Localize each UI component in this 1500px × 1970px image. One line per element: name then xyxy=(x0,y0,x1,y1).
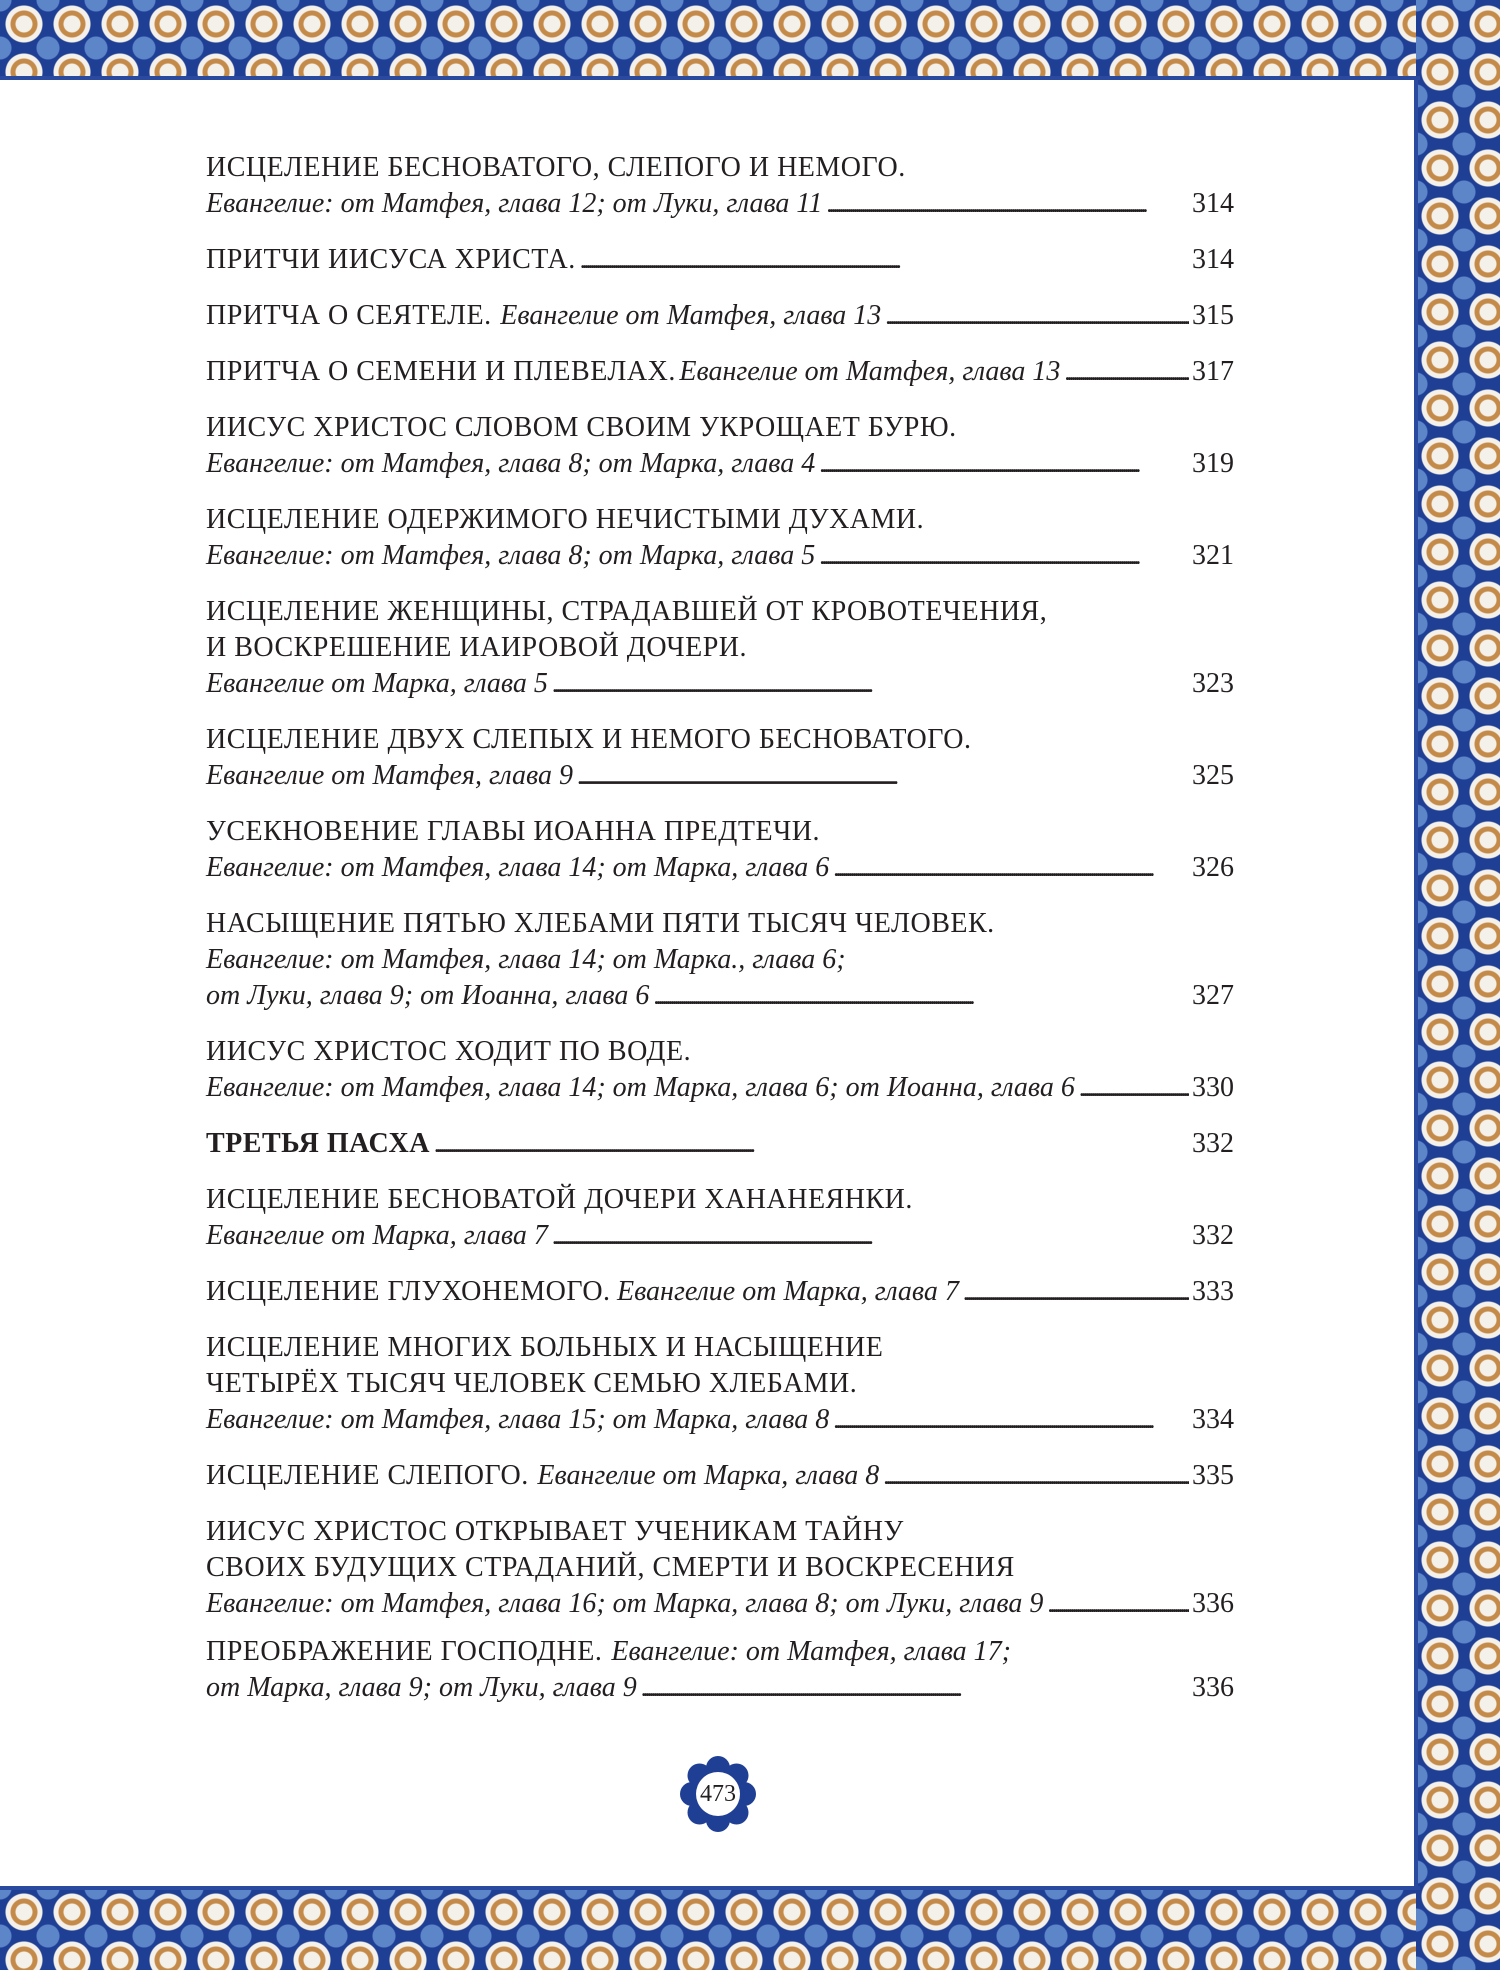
entry-source: Евангелие: от Матфея, глава 16; от Марка, глава 8; от Луки, глава 9 xyxy=(206,1588,1044,1619)
entry-title: ПРИТЧА О СЕМЕНИ И ПЛЕВЕЛАХ. xyxy=(206,356,676,387)
entry-title: ИСЦЕЛЕНИЕ ГЛУХОНЕМОГО. xyxy=(206,1276,611,1307)
toc-entry[interactable] xyxy=(206,1514,1234,1622)
toc-entry[interactable] xyxy=(206,410,1234,482)
leader-dots xyxy=(963,1274,1189,1311)
entry-page: 333 xyxy=(1192,1276,1234,1307)
leader-dots xyxy=(885,298,1189,335)
entry-source: Евангелие от Матфея, глава 13 xyxy=(679,356,1061,387)
entry-page: 336 xyxy=(1192,1672,1234,1703)
leader-dots xyxy=(1079,1070,1189,1107)
toc-entry[interactable] xyxy=(206,906,1234,1014)
entry-title: ИСЦЕЛЕНИЕ БЕСНОВАТОЙ ДОЧЕРИ ХАНАНЕЯНКИ. xyxy=(206,1184,913,1215)
ornamental-border-top xyxy=(0,0,1500,78)
toc-entry[interactable] xyxy=(206,1330,1234,1438)
leader-dots xyxy=(883,1458,1189,1495)
entry-title: ИСЦЕЛЕНИЕ ДВУХ СЛЕПЫХ И НЕМОГО БЕСНОВАТОГО. xyxy=(206,724,972,755)
entry-title: УСЕКНОВЕНИЕ ГЛАВЫ ИОАННА ПРЕДТЕЧИ. xyxy=(206,816,820,847)
leader-dots xyxy=(552,1218,1189,1255)
page-number-badge xyxy=(680,1756,756,1832)
entry-source: Евангелие от Марка, глава 7 xyxy=(616,1276,959,1307)
leader-dots xyxy=(580,242,1189,279)
table-of-contents xyxy=(206,150,1234,1726)
leader-dots xyxy=(552,666,1189,703)
leader-dots xyxy=(833,850,1189,887)
entry-title: ИСЦЕЛЕНИЕ БЕСНОВАТОГО, СЛЕПОГО И НЕМОГО. xyxy=(206,152,906,183)
leader-dots xyxy=(819,538,1189,575)
entry-title: ИИСУС ХРИСТОС СЛОВОМ СВОИМ УКРОЩАЕТ БУРЮ. xyxy=(206,412,957,443)
entry-source: Евангелие: от Матфея, глава 12; от Луки, глава 11 xyxy=(206,188,823,219)
leader-dots xyxy=(1064,354,1189,391)
entry-page: 325 xyxy=(1192,760,1234,791)
entry-page: 317 xyxy=(1192,356,1234,387)
entry-page: 326 xyxy=(1192,852,1234,883)
frame-line-right xyxy=(1414,76,1418,1890)
frame-line-top xyxy=(0,76,1420,80)
entry-source: от Луки, глава 9; от Иоанна, глава 6 xyxy=(206,980,650,1011)
entry-source: Евангелие: от Матфея, глава 15; от Марка, глава 8 xyxy=(206,1404,830,1435)
entry-source: Евангелие: от Матфея, глава 14; от Марка., глава 6; xyxy=(206,944,846,975)
entry-title: ПРЕОБРАЖЕНИЕ ГОСПОДНЕ. xyxy=(206,1636,603,1667)
leader-dots xyxy=(653,978,1189,1015)
entry-page: 314 xyxy=(1192,188,1234,219)
ornamental-border-right xyxy=(1416,0,1500,1970)
page-number: 473 xyxy=(700,1781,736,1807)
toc-entry[interactable] xyxy=(206,150,1234,222)
entry-title: НАСЫЩЕНИЕ ПЯТЬЮ ХЛЕБАМИ ПЯТИ ТЫСЯЧ ЧЕЛОВЕК. xyxy=(206,908,995,939)
entry-page: 323 xyxy=(1192,668,1234,699)
entry-page: 315 xyxy=(1192,300,1234,331)
entry-title: ИСЦЕЛЕНИЕ МНОГИХ БОЛЬНЫХ И НАСЫЩЕНИЕ xyxy=(206,1332,884,1363)
leader-dots xyxy=(819,446,1189,483)
entry-title: ИИСУС ХРИСТОС ОТКРЫВАЕТ УЧЕНИКАМ ТАЙНУ xyxy=(206,1516,904,1547)
toc-entry[interactable] xyxy=(206,814,1234,886)
entry-source: Евангелие: от Матфея, глава 17; xyxy=(611,1636,1011,1667)
entry-page: 335 xyxy=(1192,1460,1234,1491)
entry-page: 330 xyxy=(1192,1072,1234,1103)
entry-source: Евангелие: от Матфея, глава 8; от Марка, глава 4 xyxy=(206,448,816,479)
toc-entry[interactable] xyxy=(206,722,1234,794)
toc-entry[interactable] xyxy=(206,1182,1234,1254)
entry-page: 327 xyxy=(1192,980,1234,1011)
entry-page: 321 xyxy=(1192,540,1234,571)
toc-entry[interactable] xyxy=(206,594,1234,702)
entry-source: Евангелие от Матфея, глава 9 xyxy=(206,760,574,791)
leader-dots xyxy=(833,1402,1189,1439)
toc-entry[interactable] xyxy=(206,354,1234,390)
leader-dots xyxy=(641,1670,1189,1707)
leader-dots xyxy=(434,1126,1189,1163)
toc-entry[interactable] xyxy=(206,1274,1234,1310)
entry-source: от Марка, глава 9; от Луки, глава 9 xyxy=(206,1672,637,1703)
entry-title: ИСЦЕЛЕНИЕ СЛЕПОГО. xyxy=(206,1460,529,1491)
leader-dots xyxy=(826,186,1189,223)
toc-entry[interactable] xyxy=(206,298,1234,334)
toc-entry[interactable] xyxy=(206,1034,1234,1106)
section-title: ТРЕТЬЯ ПАСХА xyxy=(206,1128,430,1159)
frame-line-bottom xyxy=(0,1886,1420,1890)
entry-title: ИСЦЕЛЕНИЕ ОДЕРЖИМОГО НЕЧИСТЫМИ ДУХАМИ. xyxy=(206,504,925,535)
toc-entry[interactable] xyxy=(206,1634,1234,1706)
ornamental-border-bottom xyxy=(0,1888,1500,1970)
entry-source: Евангелие: от Матфея, глава 14; от Марка, глава 6; от Иоанна, глава 6 xyxy=(206,1072,1075,1103)
toc-entry[interactable] xyxy=(206,242,1234,278)
entry-title: СВОИХ БУДУЩИХ СТРАДАНИЙ, СМЕРТИ И ВОСКРЕСЕНИЯ xyxy=(206,1552,1015,1583)
entry-source: Евангелие от Марка, глава 5 xyxy=(206,668,548,699)
entry-page: 319 xyxy=(1192,448,1234,479)
entry-page: 334 xyxy=(1192,1404,1234,1435)
entry-source: Евангелие: от Матфея, глава 8; от Марка, глава 5 xyxy=(206,540,816,571)
entry-page: 314 xyxy=(1192,244,1234,275)
leader-dots xyxy=(577,758,1189,795)
entry-page: 332 xyxy=(1192,1220,1234,1251)
entry-title: ПРИТЧИ ИИСУСА ХРИСТА. xyxy=(206,244,576,275)
entry-title: ЧЕТЫРЁХ ТЫСЯЧ ЧЕЛОВЕК СЕМЬЮ ХЛЕБАМИ. xyxy=(206,1368,858,1399)
entry-page: 336 xyxy=(1192,1588,1234,1619)
entry-title: И ВОСКРЕШЕНИЕ ИАИРОВОЙ ДОЧЕРИ. xyxy=(206,632,748,663)
toc-entry[interactable] xyxy=(206,1458,1234,1494)
toc-entry[interactable] xyxy=(206,502,1234,574)
entry-source: Евангелие: от Матфея, глава 14; от Марка, глава 6 xyxy=(206,852,830,883)
entry-source: Евангелие от Марка, глава 8 xyxy=(537,1460,880,1491)
leader-dots xyxy=(1047,1586,1189,1623)
entry-title: ИСЦЕЛЕНИЕ ЖЕНЩИНЫ, СТРАДАВШЕЙ ОТ КРОВОТЕЧЕНИЯ, xyxy=(206,596,1048,627)
entry-title: ИИСУС ХРИСТОС ХОДИТ ПО ВОДЕ. xyxy=(206,1036,692,1067)
entry-source: Евангелие от Марка, глава 7 xyxy=(206,1220,548,1251)
entry-title: ПРИТЧА О СЕЯТЕЛЕ. xyxy=(206,300,492,331)
entry-page: 332 xyxy=(1192,1128,1234,1159)
toc-section-heading[interactable] xyxy=(206,1126,1234,1162)
entry-source: Евангелие от Матфея, глава 13 xyxy=(500,300,882,331)
